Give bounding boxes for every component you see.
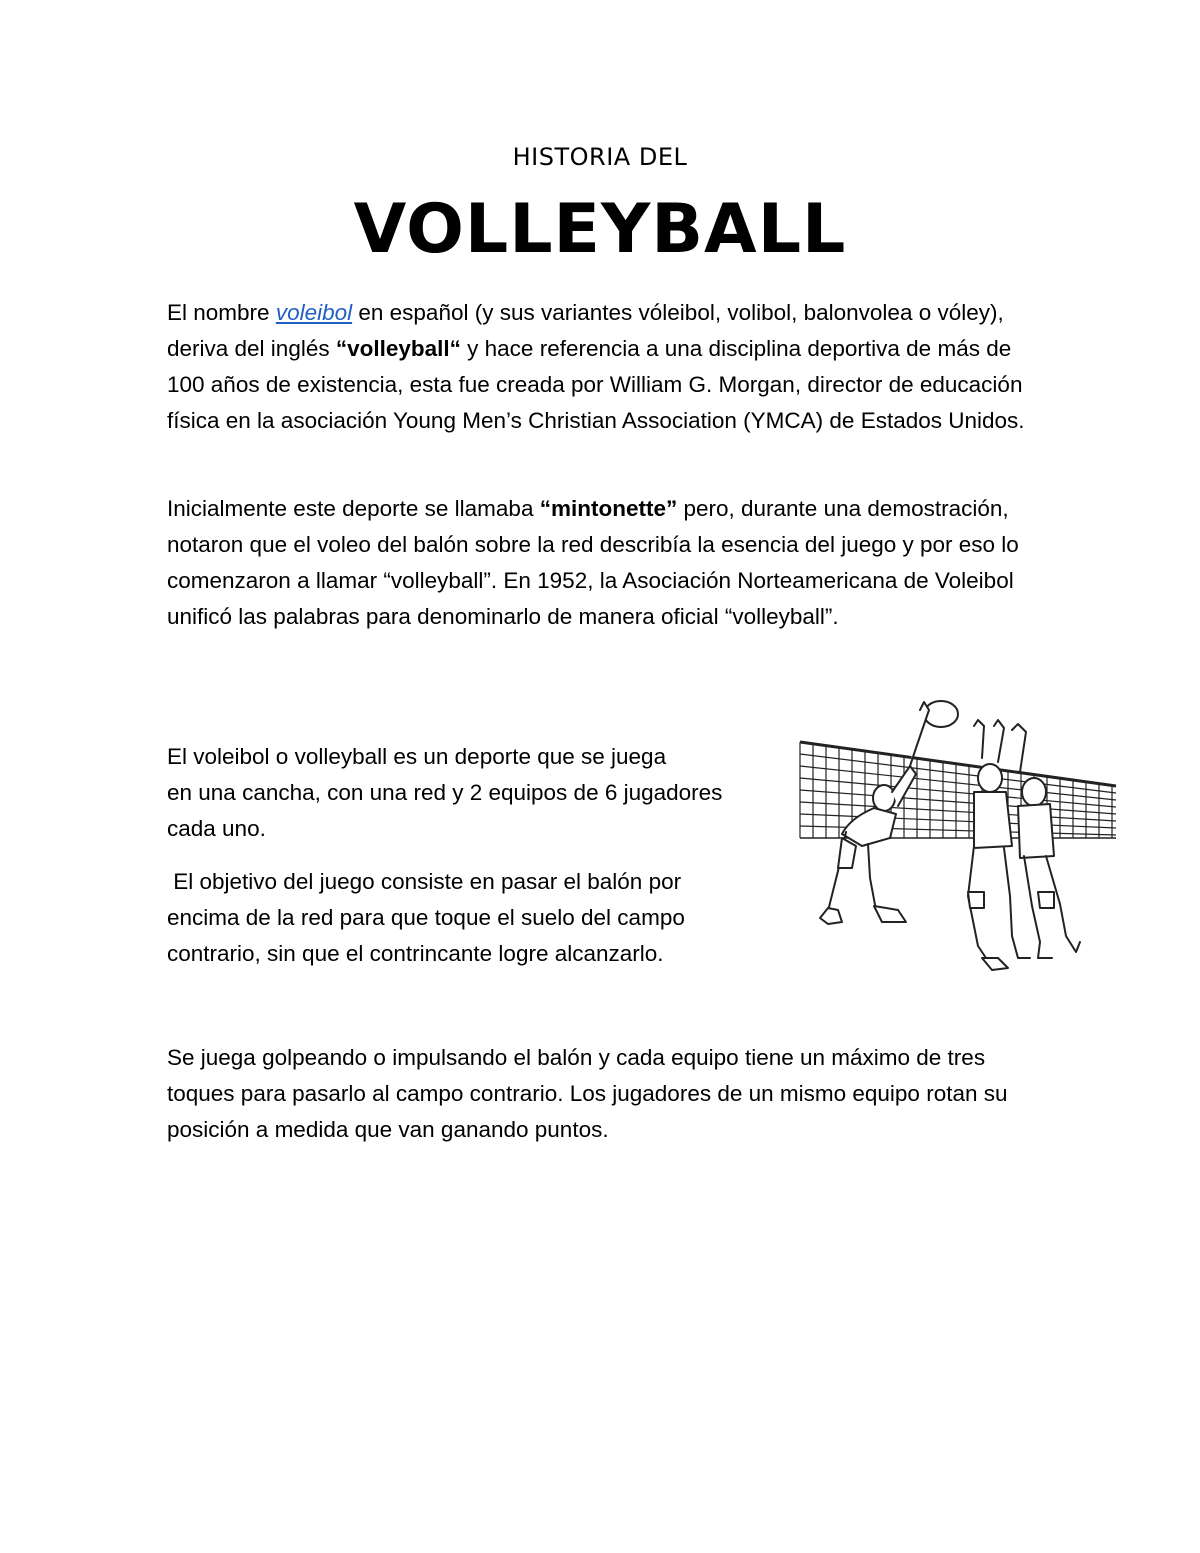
paragraph-origin-text-3: y hace referencia a una disciplina deportiva de más de 100 años de existencia, esta fue creada por William G. Morgan, director de educación física en la asociación Young Men’s Christian Association (YMCA) de Estados Unidos. bbox=[167, 336, 1025, 433]
paragraph-mintonette-text-1: Inicialmente este deporte se llamaba bbox=[167, 496, 540, 521]
definition-line-2: en una cancha, con una red y 2 equipos de 6 jugadores bbox=[167, 780, 723, 805]
definition-line-1: El voleibol o volleyball es un deporte que se juega bbox=[167, 744, 667, 769]
paragraph-objective bbox=[167, 864, 787, 972]
paragraph-origin-text-1: El nombre bbox=[167, 300, 276, 325]
objective-line-2: encima de la red para que toque el suelo del campo bbox=[167, 905, 685, 930]
volleyball-term: “volleyball“ bbox=[335, 336, 461, 361]
paragraph-origin bbox=[167, 295, 1047, 439]
paragraph-mintonette-text-2: pero, durante una demostración, notaron que el voleo del balón sobre la red describía la esencia del juego y por eso lo comenzaron a llamar “volleyball”. En 1952, la Asociación Norteamericana de Voleibol unificó las palabras para denominarlo de manera oficial “volleyball”. bbox=[167, 496, 1019, 629]
volleyball-players-illustration bbox=[798, 696, 1120, 988]
paragraph-definition bbox=[167, 739, 787, 847]
player-spiker bbox=[820, 702, 929, 924]
paragraph-origin-text-2: en español (y sus variantes vóleibol, volibol, balonvolea o vóley), deriva del inglés bbox=[167, 300, 1004, 361]
objective-line-3: contrario, sin que el contrincante logre alcanzarlo. bbox=[167, 941, 664, 966]
mintonette-term: “mintonette” bbox=[539, 496, 678, 521]
definition-line-3: cada uno. bbox=[167, 816, 266, 841]
player-blocker-back bbox=[1012, 724, 1080, 958]
paragraph-mintonette bbox=[167, 491, 1047, 635]
volleyball-ball bbox=[924, 701, 958, 727]
volleyball-net bbox=[800, 742, 1116, 838]
document-title: VOLLEYBALL bbox=[353, 190, 847, 269]
document-subtitle: HISTORIA DEL bbox=[512, 143, 688, 171]
paragraph-rules: Se juega golpeando o impulsando el balón y cada equipo tiene un máximo de tres toques para pasarlo al campo contrario. Los jugadores de un mismo equipo rotan su posición a medida que van ganando puntos. bbox=[167, 1045, 1008, 1142]
objective-line-1: El objetivo del juego consiste en pasar el balón por bbox=[167, 869, 682, 894]
voleibol-link[interactable]: voleibol bbox=[275, 300, 353, 325]
